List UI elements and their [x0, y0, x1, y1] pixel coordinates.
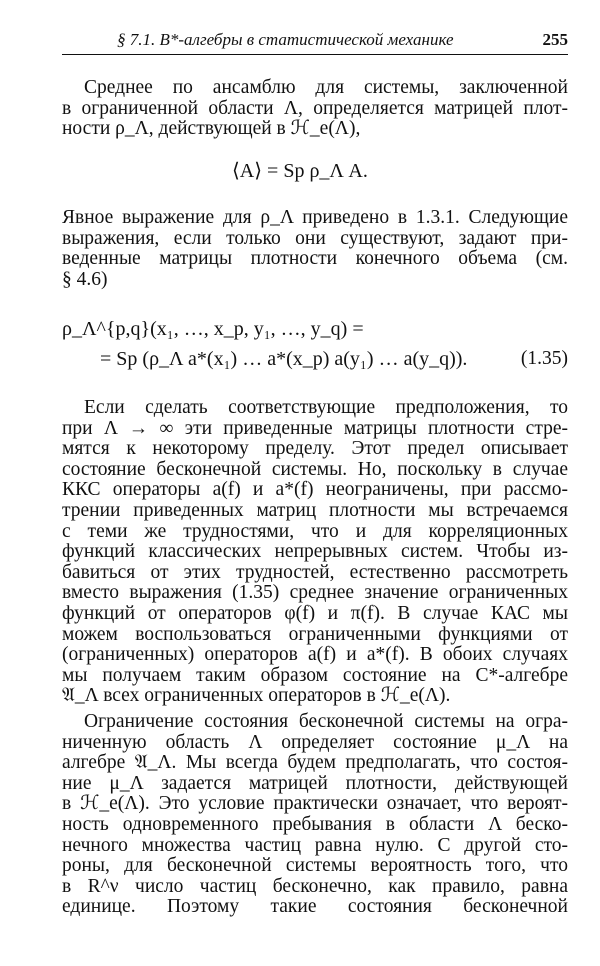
text-line: мы получаем таким образом состояние на C*-алгебре	[62, 664, 568, 686]
text-line: нечного множества частиц равна нулю. С другой сто-	[62, 834, 568, 856]
text-line: Ограничение состояния бесконечной системы на огра-	[84, 711, 568, 732]
text-line: при Λ → ∞ эти приведенные матрицы плотности стре-	[62, 417, 568, 439]
paragraph-2	[62, 208, 568, 290]
text-line: § 4.6)	[62, 268, 108, 290]
text-line: ниченную область Λ определяет состояние μ_Λ на	[62, 731, 568, 753]
equation-number: (1.35)	[520, 348, 568, 369]
running-header	[62, 28, 568, 55]
text-line: ность одновременного пребывания в области Λ беско-	[62, 813, 568, 835]
text-line: в ограниченной области Λ, определяется матрицей плот-	[62, 97, 568, 119]
text-line: ности ρ_Λ, действующей в ℋ_e(Λ),	[62, 118, 361, 140]
text-line: ние μ_Λ задается матрицей плотности, действующей	[62, 772, 568, 794]
text-line: Среднее по ансамблю для системы, заключенной	[84, 77, 568, 98]
text-line: единице. Поэтому такие состояния бесконечной	[62, 896, 568, 918]
text-line: ККС операторы a(f) и a*(f) неограничены, при рассмо-	[62, 479, 568, 501]
text-line: алгебре 𝔄_Λ. Мы всегда будем предполагать, что состоя-	[62, 752, 568, 774]
text-line: роны, для бесконечной системы вероятность того, что	[62, 855, 568, 877]
text-line: выражения, если только они существуют, задают при-	[62, 227, 568, 249]
text-line: 𝔄_Λ всех ограниченных операторов в ℋ_e(Λ).	[62, 685, 451, 707]
text-line: состояние бесконечной системы. Но, поскольку в случае	[62, 458, 568, 480]
paragraph-3	[62, 398, 568, 707]
formula-density-line-1: ρ_Λ^{p,q}(x₁, …, x_p, y₁, …, y_q) =	[62, 318, 364, 340]
text-line: мятся к некоторому пределу. Этот предел описывает	[62, 438, 568, 460]
text-line: веденные матрицы плотности конечного объема (см.	[62, 248, 568, 270]
text-line: с теми же трудностями, что и для корреляционных	[62, 520, 568, 542]
text-line: трении приведенных матриц плотности мы встречаемся	[62, 499, 568, 521]
text-line: можем воспользоваться ограниченными функциями от	[62, 623, 568, 645]
paragraph-1	[62, 78, 568, 140]
text-line: функций от операторов φ(f) и π(f). В случае КАС мы	[62, 602, 568, 624]
paragraph-4	[62, 712, 568, 918]
text-line: бавиться от этих трудностей, естественно рассмотреть	[62, 561, 568, 583]
text-line: Явное выражение для ρ_Λ приведено в 1.3.1. Следующие	[62, 207, 568, 228]
text-line: (ограниченных) операторов a(f) и a*(f). В обоих случаях	[62, 644, 568, 666]
formula-density-line-2: = Sp (ρ_Λ a*(x₁) … a*(x_p) a(y₁) … a(y_q)).	[100, 348, 468, 370]
text-line: в ℋ_e(Λ). Это условие практически означает, что вероят-	[62, 793, 568, 815]
text-line: Если сделать соответствующие предположения, то	[84, 397, 568, 418]
formula-average: ⟨A⟩ = Sp ρ_Λ A.	[232, 160, 368, 182]
text-line: вместо выражения (1.35) среднее значение ограниченных	[62, 582, 568, 604]
page-number: 255	[542, 30, 568, 49]
text-line: функций классических непрерывных систем. Чтобы из-	[62, 541, 568, 563]
header-title: § 7.1. B*-алгебры в статистической механике	[117, 30, 454, 49]
text-line: в R^ν число частиц бесконечно, как правило, равна	[62, 875, 568, 897]
